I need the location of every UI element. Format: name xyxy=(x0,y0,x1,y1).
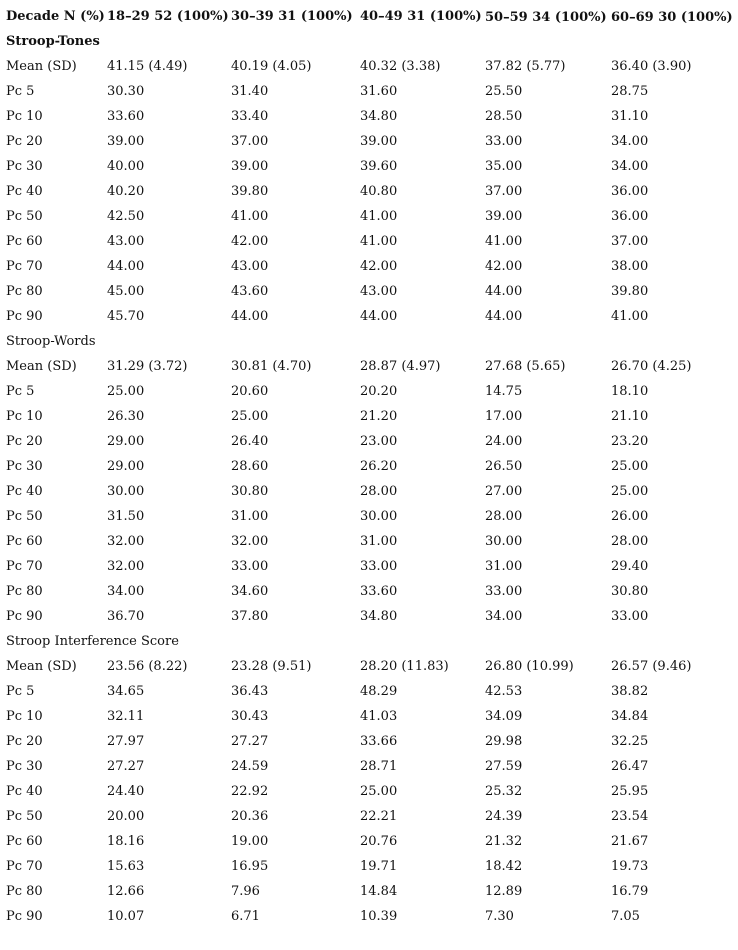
table-cell: 36.70 xyxy=(107,609,145,624)
table-cell: 24.39 xyxy=(485,809,523,824)
table-row xyxy=(6,379,736,404)
table-row xyxy=(6,879,736,904)
table-cell: 21.10 xyxy=(611,409,649,424)
table-cell: 43.00 xyxy=(231,259,269,274)
table-cell: 26.00 xyxy=(611,509,649,524)
table-cell: 32.25 xyxy=(611,734,649,749)
row-label: Pc 80 xyxy=(6,584,43,599)
table-row xyxy=(6,404,736,429)
table-cell: 26.57 (9.46) xyxy=(611,659,692,674)
row-label: Pc 40 xyxy=(6,484,43,499)
table-cell: 7.05 xyxy=(611,909,640,924)
table-row xyxy=(6,704,736,729)
table-cell: 24.59 xyxy=(231,759,269,774)
table-cell: 20.20 xyxy=(360,384,398,399)
table-cell: 33.00 xyxy=(611,609,649,624)
table-row xyxy=(6,729,736,754)
table-cell: 44.00 xyxy=(107,259,145,274)
table-cell: 34.00 xyxy=(107,584,145,599)
row-label: Pc 20 xyxy=(6,434,43,449)
table-cell: 18.16 xyxy=(107,834,145,849)
table-cell: 16.79 xyxy=(611,884,649,899)
row-label: Pc 70 xyxy=(6,259,43,274)
section-title: Stroop-Tones xyxy=(6,34,100,49)
table-cell: 20.00 xyxy=(107,809,145,824)
table-cell: 36.00 xyxy=(611,184,649,199)
table-header xyxy=(6,4,736,29)
table-cell: 27.59 xyxy=(485,759,523,774)
table-cell: 44.00 xyxy=(485,284,523,299)
table-cell: 34.60 xyxy=(231,584,269,599)
table-row xyxy=(6,179,736,204)
table-cell: 44.00 xyxy=(231,309,269,324)
table-cell: 19.73 xyxy=(611,859,649,874)
table-row xyxy=(6,254,736,279)
table-cell: 26.47 xyxy=(611,759,649,774)
row-label: Pc 50 xyxy=(6,509,43,524)
table-cell: 20.36 xyxy=(231,809,269,824)
normative-table xyxy=(6,4,736,929)
table-cell: 39.00 xyxy=(485,209,523,224)
table-cell: 45.70 xyxy=(107,309,145,324)
table-row xyxy=(6,679,736,704)
table-row xyxy=(6,204,736,229)
table-row xyxy=(6,654,736,679)
table-cell: 25.00 xyxy=(231,409,269,424)
table-cell: 28.20 (11.83) xyxy=(360,659,449,674)
table-cell: 39.00 xyxy=(231,159,269,174)
table-cell: 14.75 xyxy=(485,384,523,399)
table-cell: 29.00 xyxy=(107,434,145,449)
table-cell: 31.10 xyxy=(611,109,649,124)
table-cell: 33.00 xyxy=(485,584,523,599)
table-cell: 40.20 xyxy=(107,184,145,199)
table-cell: 40.80 xyxy=(360,184,398,199)
table-cell: 20.60 xyxy=(231,384,269,399)
table-cell: 28.50 xyxy=(485,109,523,124)
header-col-40-49: 40–49 31 (100%) xyxy=(360,8,482,24)
table-cell: 39.00 xyxy=(107,134,145,149)
header-label: Decade N (%) xyxy=(6,8,105,24)
table-cell: 34.65 xyxy=(107,684,145,699)
table-row xyxy=(6,354,736,379)
table-cell: 42.53 xyxy=(485,684,523,699)
table-cell: 28.00 xyxy=(360,484,398,499)
table-cell: 23.20 xyxy=(611,434,649,449)
table-cell: 33.60 xyxy=(360,584,398,599)
table-cell: 38.00 xyxy=(611,259,649,274)
table-cell: 33.66 xyxy=(360,734,398,749)
table-cell: 40.00 xyxy=(107,159,145,174)
table-row xyxy=(6,229,736,254)
table-cell: 6.71 xyxy=(231,909,260,924)
table-row xyxy=(6,429,736,454)
table-row xyxy=(6,154,736,179)
table-cell: 10.39 xyxy=(360,909,398,924)
table-cell: 30.00 xyxy=(485,534,523,549)
table-cell: 10.07 xyxy=(107,909,145,924)
table-cell: 27.27 xyxy=(231,734,269,749)
row-label: Pc 5 xyxy=(6,84,35,99)
row-label: Pc 60 xyxy=(6,234,43,249)
table-cell: 42.00 xyxy=(360,259,398,274)
table-cell: 12.89 xyxy=(485,884,523,899)
table-cell: 16.95 xyxy=(231,859,269,874)
table-cell: 34.84 xyxy=(611,709,649,724)
table-cell: 24.00 xyxy=(485,434,523,449)
table-cell: 19.71 xyxy=(360,859,398,874)
table-row xyxy=(6,54,736,79)
table-cell: 48.29 xyxy=(360,684,398,699)
table-cell: 41.03 xyxy=(360,709,398,724)
table-cell: 27.97 xyxy=(107,734,145,749)
table-cell: 23.28 (9.51) xyxy=(231,659,312,674)
table-cell: 41.00 xyxy=(360,234,398,249)
table-cell: 30.00 xyxy=(107,484,145,499)
table-row xyxy=(6,279,736,304)
table-cell: 37.82 (5.77) xyxy=(485,59,566,74)
row-label: Pc 5 xyxy=(6,684,35,699)
table-cell: 36.00 xyxy=(611,209,649,224)
table-cell: 28.00 xyxy=(485,509,523,524)
table-row xyxy=(6,79,736,104)
row-label: Pc 80 xyxy=(6,284,43,299)
table-cell: 18.42 xyxy=(485,859,523,874)
table-cell: 43.00 xyxy=(360,284,398,299)
table-cell: 26.20 xyxy=(360,459,398,474)
row-label: Pc 10 xyxy=(6,109,43,124)
table-cell: 27.68 (5.65) xyxy=(485,359,566,374)
table-cell: 21.32 xyxy=(485,834,523,849)
table-cell: 28.75 xyxy=(611,84,649,99)
table-cell: 28.00 xyxy=(611,534,649,549)
table-row xyxy=(6,904,736,929)
row-label: Pc 80 xyxy=(6,884,43,899)
row-label: Pc 30 xyxy=(6,759,43,774)
table-cell: 38.82 xyxy=(611,684,649,699)
section-header-row xyxy=(6,629,736,654)
table-cell: 39.80 xyxy=(231,184,269,199)
table-cell: 21.20 xyxy=(360,409,398,424)
table-cell: 14.84 xyxy=(360,884,398,899)
table-cell: 26.70 (4.25) xyxy=(611,359,692,374)
row-label: Pc 10 xyxy=(6,709,43,724)
table-cell: 36.43 xyxy=(231,684,269,699)
table-row xyxy=(6,479,736,504)
header-col-60-69: 60–69 30 (100%) xyxy=(611,10,733,25)
table-cell: 33.00 xyxy=(231,559,269,574)
table-row xyxy=(6,129,736,154)
table-cell: 32.00 xyxy=(107,559,145,574)
table-cell: 41.00 xyxy=(611,309,649,324)
section-title: Stroop-Words xyxy=(6,334,96,349)
table-row xyxy=(6,454,736,479)
table-cell: 25.00 xyxy=(107,384,145,399)
table-cell: 33.00 xyxy=(360,559,398,574)
row-label: Mean (SD) xyxy=(6,359,77,374)
section-title: Stroop Interference Score xyxy=(6,634,179,649)
section-header-row xyxy=(6,29,736,54)
table-row xyxy=(6,504,736,529)
table-cell: 39.60 xyxy=(360,159,398,174)
table-cell: 30.43 xyxy=(231,709,269,724)
table-cell: 28.60 xyxy=(231,459,269,474)
table-cell: 41.00 xyxy=(360,209,398,224)
table-cell: 37.00 xyxy=(231,134,269,149)
table-row xyxy=(6,579,736,604)
table-row xyxy=(6,529,736,554)
table-cell: 31.60 xyxy=(360,84,398,99)
table-cell: 25.32 xyxy=(485,784,523,799)
table-cell: 36.40 (3.90) xyxy=(611,59,692,74)
table-cell: 42.00 xyxy=(231,234,269,249)
table-cell: 19.00 xyxy=(231,834,269,849)
row-label: Mean (SD) xyxy=(6,59,77,74)
row-label: Pc 50 xyxy=(6,209,43,224)
table-cell: 31.00 xyxy=(360,534,398,549)
table-cell: 34.00 xyxy=(611,134,649,149)
table-cell: 32.00 xyxy=(231,534,269,549)
row-label: Pc 10 xyxy=(6,409,43,424)
table-cell: 21.67 xyxy=(611,834,649,849)
table-cell: 39.80 xyxy=(611,284,649,299)
table-row xyxy=(6,779,736,804)
table-cell: 25.95 xyxy=(611,784,649,799)
table-body xyxy=(6,29,736,929)
table-cell: 43.00 xyxy=(107,234,145,249)
row-label: Pc 60 xyxy=(6,834,43,849)
table-cell: 15.63 xyxy=(107,859,145,874)
table-cell: 25.00 xyxy=(611,484,649,499)
table-cell: 22.21 xyxy=(360,809,398,824)
table-cell: 27.00 xyxy=(485,484,523,499)
table-cell: 33.60 xyxy=(107,109,145,124)
table-cell: 42.50 xyxy=(107,209,145,224)
row-label: Pc 50 xyxy=(6,809,43,824)
table-cell: 17.00 xyxy=(485,409,523,424)
table-cell: 30.80 xyxy=(611,584,649,599)
row-label: Pc 90 xyxy=(6,609,43,624)
table-cell: 30.30 xyxy=(107,84,145,99)
table-cell: 29.00 xyxy=(107,459,145,474)
table-cell: 32.00 xyxy=(107,534,145,549)
row-label: Pc 5 xyxy=(6,384,35,399)
row-label: Mean (SD) xyxy=(6,659,77,674)
table-cell: 26.40 xyxy=(231,434,269,449)
table-cell: 23.56 (8.22) xyxy=(107,659,188,674)
table-cell: 39.00 xyxy=(360,134,398,149)
table-cell: 44.00 xyxy=(485,309,523,324)
table-cell: 27.27 xyxy=(107,759,145,774)
header-col-30-39: 30–39 31 (100%) xyxy=(231,8,353,24)
table-cell: 37.00 xyxy=(485,184,523,199)
table-cell: 34.00 xyxy=(611,159,649,174)
table-cell: 44.00 xyxy=(360,309,398,324)
table-cell: 22.92 xyxy=(231,784,269,799)
table-cell: 20.76 xyxy=(360,834,398,849)
table-cell: 37.80 xyxy=(231,609,269,624)
table-cell: 31.50 xyxy=(107,509,145,524)
table-cell: 40.19 (4.05) xyxy=(231,59,312,74)
table-row xyxy=(6,829,736,854)
table-cell: 30.80 xyxy=(231,484,269,499)
table-row xyxy=(6,554,736,579)
row-label: Pc 20 xyxy=(6,734,43,749)
table-cell: 31.00 xyxy=(485,559,523,574)
table-cell: 37.00 xyxy=(611,234,649,249)
table-cell: 23.54 xyxy=(611,809,649,824)
table-row xyxy=(6,754,736,779)
row-label: Pc 20 xyxy=(6,134,43,149)
row-label: Pc 60 xyxy=(6,534,43,549)
header-col-50-59: 50–59 34 (100%) xyxy=(485,10,607,25)
row-label: Pc 90 xyxy=(6,309,43,324)
table-cell: 26.80 (10.99) xyxy=(485,659,574,674)
table-cell: 33.40 xyxy=(231,109,269,124)
table-cell: 30.81 (4.70) xyxy=(231,359,312,374)
table-cell: 12.66 xyxy=(107,884,145,899)
row-label: Pc 70 xyxy=(6,559,43,574)
section-header-row xyxy=(6,329,736,354)
table-cell: 40.32 (3.38) xyxy=(360,59,441,74)
table-cell: 31.40 xyxy=(231,84,269,99)
table-cell: 25.00 xyxy=(611,459,649,474)
header-row xyxy=(6,4,736,29)
table-cell: 26.30 xyxy=(107,409,145,424)
table-cell: 25.50 xyxy=(485,84,523,99)
table-cell: 34.80 xyxy=(360,609,398,624)
table-cell: 28.87 (4.97) xyxy=(360,359,441,374)
table-row xyxy=(6,804,736,829)
table-cell: 41.00 xyxy=(231,209,269,224)
table-cell: 24.40 xyxy=(107,784,145,799)
table-cell: 29.98 xyxy=(485,734,523,749)
table-cell: 7.96 xyxy=(231,884,260,899)
row-label: Pc 40 xyxy=(6,184,43,199)
table-cell: 26.50 xyxy=(485,459,523,474)
table-cell: 35.00 xyxy=(485,159,523,174)
table-cell: 45.00 xyxy=(107,284,145,299)
table-row xyxy=(6,604,736,629)
table-cell: 32.11 xyxy=(107,709,145,724)
table-cell: 29.40 xyxy=(611,559,649,574)
table-cell: 18.10 xyxy=(611,384,649,399)
table-cell: 42.00 xyxy=(485,259,523,274)
header-col-18-29: 18–29 52 (100%) xyxy=(107,8,229,24)
row-label: Pc 30 xyxy=(6,159,43,174)
table-cell: 41.15 (4.49) xyxy=(107,59,188,74)
table-cell: 34.09 xyxy=(485,709,523,724)
table-cell: 30.00 xyxy=(360,509,398,524)
table-cell: 34.80 xyxy=(360,109,398,124)
table-cell: 28.71 xyxy=(360,759,398,774)
table-cell: 23.00 xyxy=(360,434,398,449)
table-cell: 25.00 xyxy=(360,784,398,799)
row-label: Pc 70 xyxy=(6,859,43,874)
table-cell: 31.00 xyxy=(231,509,269,524)
table-cell: 34.00 xyxy=(485,609,523,624)
row-label: Pc 90 xyxy=(6,909,43,924)
row-label: Pc 30 xyxy=(6,459,43,474)
table-cell: 33.00 xyxy=(485,134,523,149)
table-row xyxy=(6,104,736,129)
table-cell: 41.00 xyxy=(485,234,523,249)
table-cell: 31.29 (3.72) xyxy=(107,359,188,374)
row-label: Pc 40 xyxy=(6,784,43,799)
table-cell: 43.60 xyxy=(231,284,269,299)
table-row xyxy=(6,304,736,329)
table-cell: 7.30 xyxy=(485,909,514,924)
table-row xyxy=(6,854,736,879)
